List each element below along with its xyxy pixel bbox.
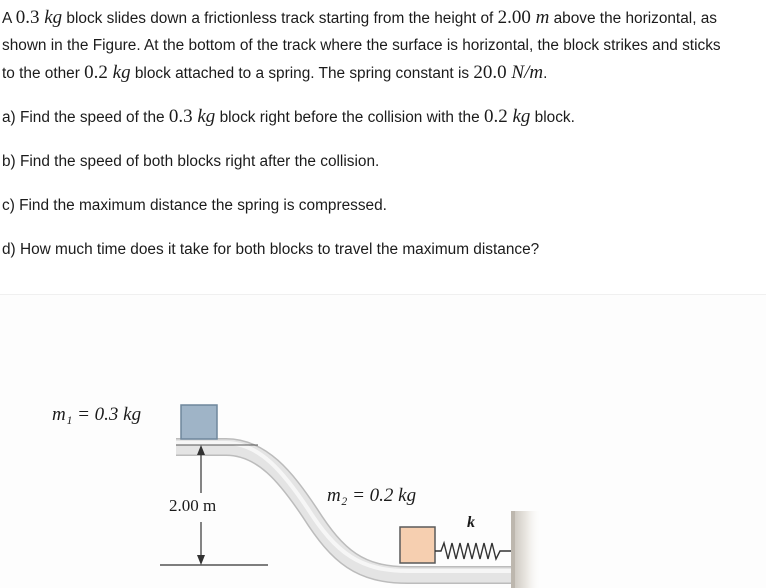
question-a: a) Find the speed of the 0.3 kg block right before the collision with the 0.2 kg block.	[2, 106, 575, 127]
intro-line-2: shown in the Figure. At the bottom of the track where the surface is horizontal, the block strikes and sticks	[2, 37, 721, 54]
intro-text: above the horizontal, as	[553, 10, 717, 27]
mass-1-value: 0.3 kg	[15, 7, 63, 28]
intro-line-1	[2, 4, 766, 32]
track-figure	[0, 295, 766, 588]
question-b: b) Find the speed of both blocks right after the collision.	[2, 153, 380, 170]
block-m2	[400, 527, 435, 563]
block-m1	[181, 405, 217, 439]
figure-panel	[0, 294, 766, 588]
intro-text: block slides down a frictionless track starting from the height of	[66, 10, 494, 27]
question-c: c) Find the maximum distance the spring is compressed.	[2, 197, 387, 214]
height-label: 2.00 m	[169, 496, 217, 515]
spring-constant-label: k	[467, 514, 475, 531]
problem-statement	[2, 4, 766, 280]
height-value: 2.00 m	[497, 7, 550, 28]
intro-line-3	[2, 59, 766, 87]
m1-label: m₁ = 0.3 kg	[52, 404, 142, 425]
question-d: d) How much time does it take for both blocks to travel the maximum distance?	[2, 241, 540, 258]
intro-text: block attached to a spring. The spring constant is	[134, 65, 470, 82]
spring	[435, 543, 511, 559]
wall	[512, 511, 542, 588]
intro-text: to the other	[2, 65, 80, 82]
mass-2-value: 0.2 kg	[84, 62, 131, 83]
spring-constant-value: 20.0 N/m	[473, 62, 544, 83]
m2-label: m₂ = 0.2 kg	[327, 485, 417, 506]
period: .	[543, 65, 548, 82]
intro-text: A	[2, 10, 12, 27]
